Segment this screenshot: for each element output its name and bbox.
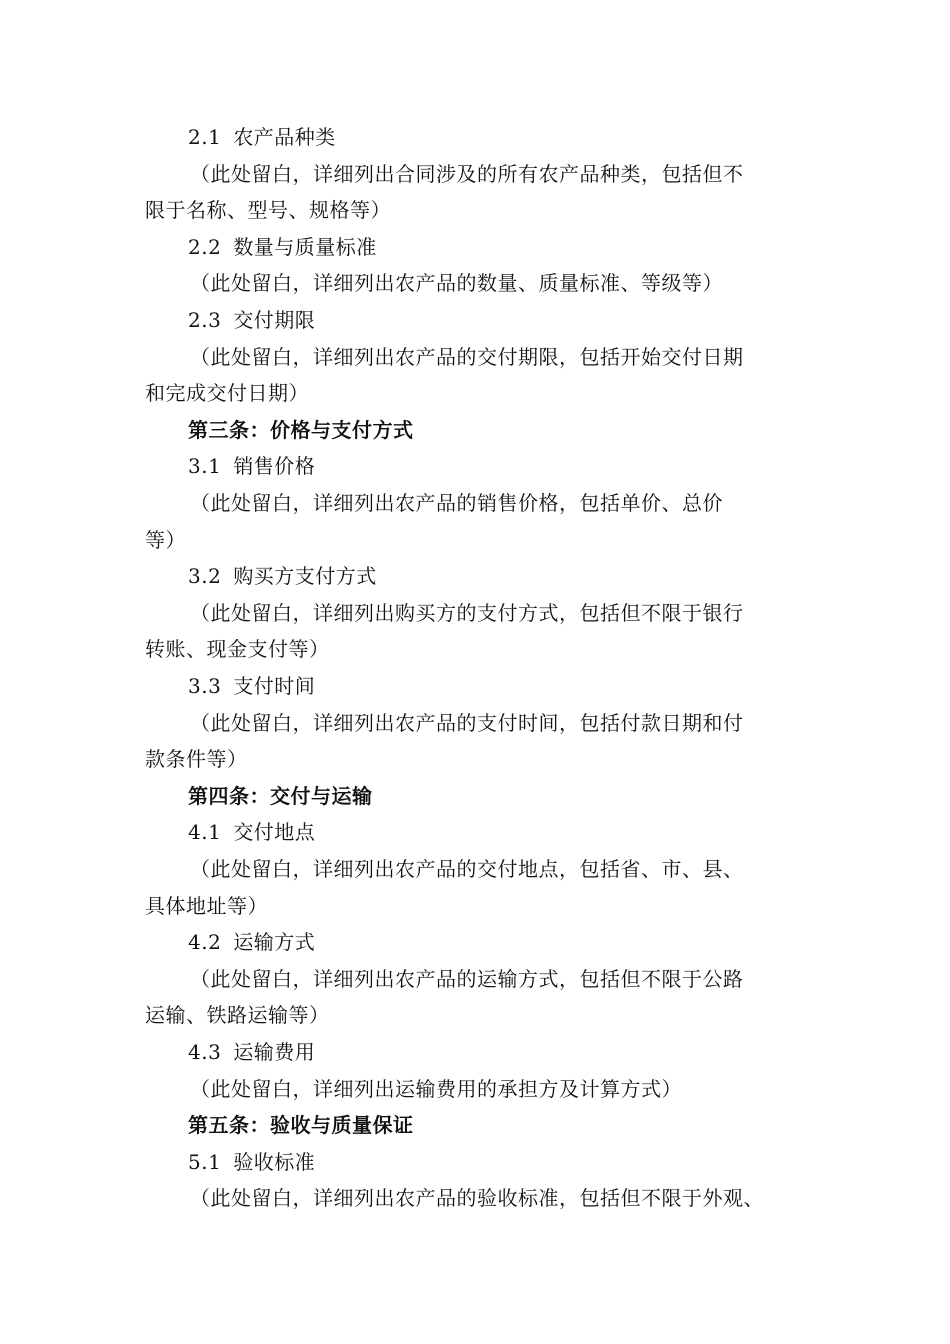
subheading-title: 交付地点 (233, 820, 316, 844)
placeholder-paragraph-line: （此处留白，详细列出农产品的验收标准，包括但不限于外观、 (190, 1186, 764, 1210)
placeholder-paragraph-line: （此处留白，详细列出农产品的运输方式，包括但不限于公路 (190, 967, 744, 991)
placeholder-paragraph-line: （此处留白，详细列出农产品的交付期限，包括开始交付日期 (190, 345, 744, 369)
section-subheading (188, 563, 868, 589)
subheading-number: 5.1 (188, 1150, 222, 1174)
article-heading: 第五条：验收与质量保证 (188, 1113, 414, 1137)
section-subheading (188, 929, 868, 955)
subheading-title: 交付期限 (233, 308, 316, 332)
placeholder-paragraph-line: （此处留白，详细列出运输费用的承担方及计算方式） (190, 1077, 682, 1101)
subheading-number: 2.2 (188, 235, 222, 259)
subheading-number: 4.1 (188, 820, 222, 844)
section-subheading (188, 1149, 868, 1175)
subheading-number: 3.1 (188, 454, 222, 478)
section-subheading (188, 124, 868, 150)
subheading-number: 3.3 (188, 674, 222, 698)
subheading-title: 运输费用 (233, 1040, 316, 1064)
placeholder-paragraph-line: 款条件等） (145, 747, 248, 771)
subheading-title: 支付时间 (233, 674, 316, 698)
section-subheading (188, 1039, 868, 1065)
subheading-title: 数量与质量标准 (233, 235, 377, 259)
subheading-title: 销售价格 (233, 454, 316, 478)
section-subheading (188, 307, 868, 333)
placeholder-paragraph-line: 等） (145, 528, 186, 552)
subheading-title: 验收标准 (233, 1150, 316, 1174)
subheading-number: 2.1 (188, 125, 222, 149)
section-subheading (188, 673, 868, 699)
subheading-number: 2.3 (188, 308, 222, 332)
article-heading: 第四条：交付与运输 (188, 784, 373, 808)
placeholder-paragraph-line: （此处留白，详细列出农产品的销售价格，包括单价、总价 (190, 491, 723, 515)
placeholder-paragraph-line: （此处留白，详细列出农产品的交付地点，包括省、市、县、 (190, 857, 744, 881)
placeholder-paragraph-line: （此处留白，详细列出购买方的支付方式，包括但不限于银行 (190, 601, 744, 625)
subheading-title: 购买方支付方式 (233, 564, 377, 588)
section-subheading (188, 819, 868, 845)
subheading-number: 4.3 (188, 1040, 222, 1064)
placeholder-paragraph-line: （此处留白，详细列出农产品的数量、质量标准、等级等） (190, 271, 723, 295)
placeholder-paragraph-line: 转账、现金支付等） (145, 637, 330, 661)
placeholder-paragraph-line: （此处留白，详细列出农产品的支付时间，包括付款日期和付 (190, 711, 744, 735)
subheading-number: 3.2 (188, 564, 222, 588)
placeholder-paragraph-line: 运输、铁路运输等） (145, 1003, 330, 1027)
placeholder-paragraph-line: 和完成交付日期） (145, 381, 309, 405)
placeholder-paragraph-line: （此处留白，详细列出合同涉及的所有农产品种类，包括但不 (190, 162, 744, 186)
subheading-number: 4.2 (188, 930, 222, 954)
subheading-title: 运输方式 (233, 930, 316, 954)
section-subheading (188, 453, 868, 479)
section-subheading (188, 234, 868, 260)
article-heading: 第三条：价格与支付方式 (188, 418, 414, 442)
placeholder-paragraph-line: 具体地址等） (145, 894, 268, 918)
subheading-title: 农产品种类 (233, 125, 336, 149)
placeholder-paragraph-line: 限于名称、型号、规格等） (145, 198, 391, 222)
